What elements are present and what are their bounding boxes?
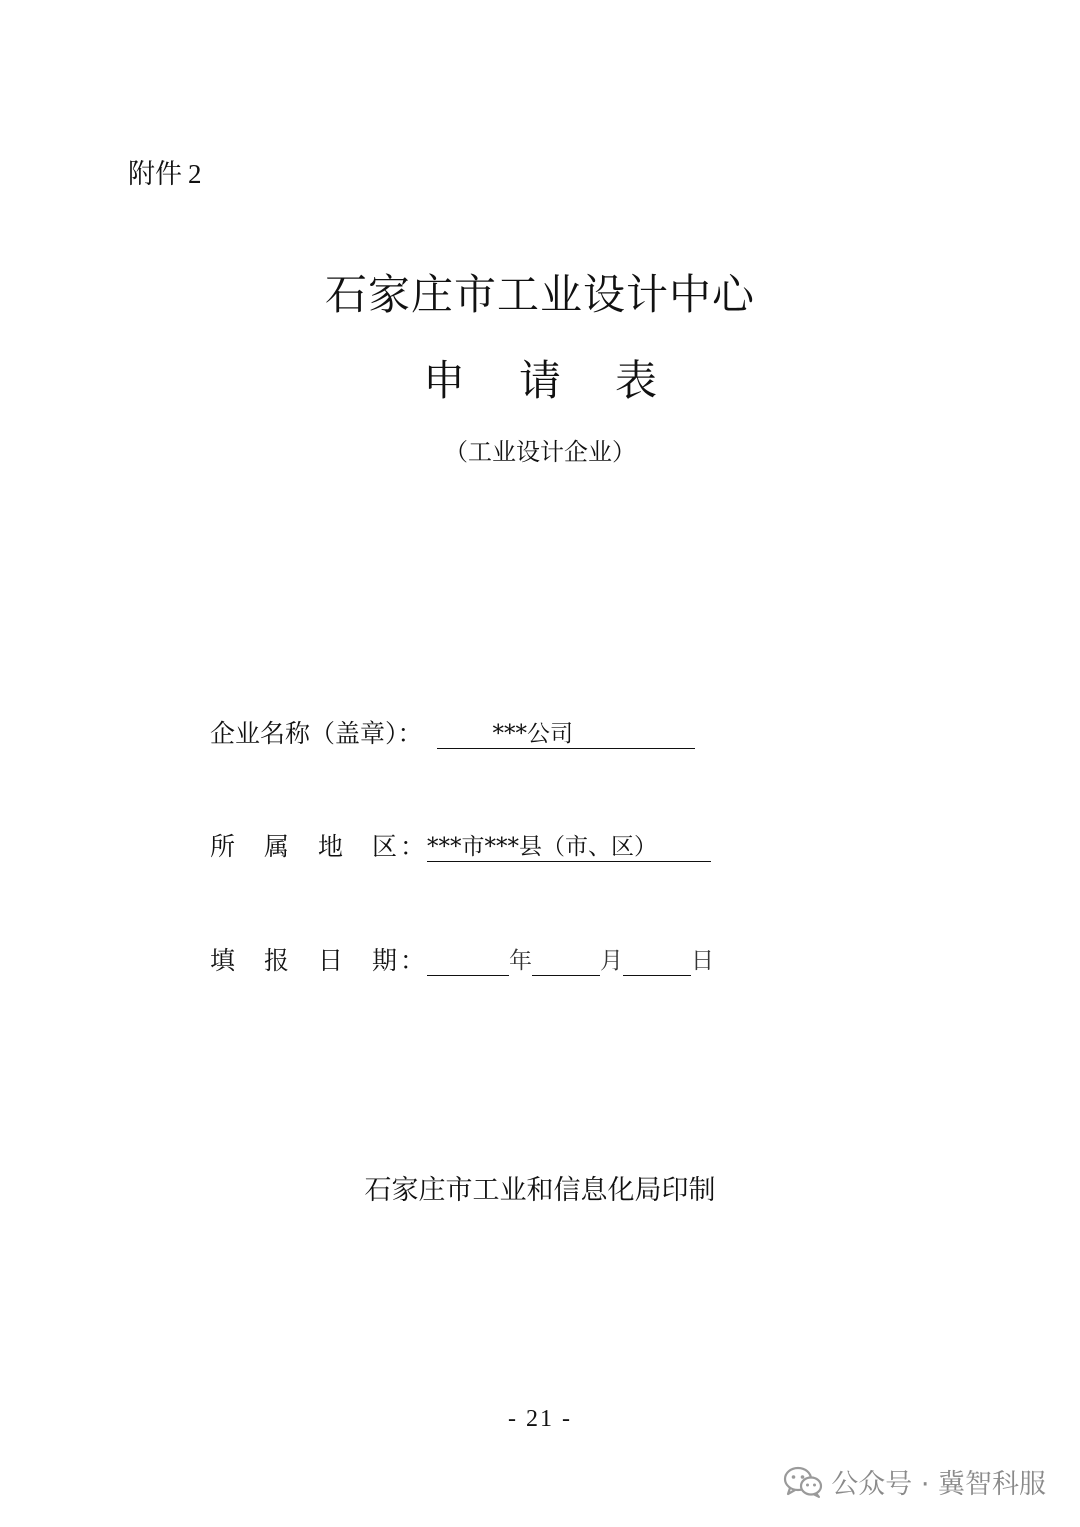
date-colon: ：: [400, 946, 426, 975]
date-month-field[interactable]: [532, 941, 600, 976]
form-title-char: 表: [614, 356, 657, 405]
attachment-word: 附件: [128, 159, 182, 190]
form-title-char: 请: [518, 356, 561, 405]
page-number: - 21 -: [508, 1406, 572, 1432]
region-label: 所 属 地 区: [210, 832, 398, 861]
issuer-text: 石家庄市工业和信息化局印制: [364, 1175, 716, 1206]
date-year-field[interactable]: [427, 941, 509, 976]
date-label: 填 报 日 期: [210, 946, 398, 975]
company-name-field[interactable]: [437, 714, 695, 749]
company-name-row: [210, 714, 695, 754]
region-colon: ：: [400, 832, 426, 861]
form-subtitle: （工业设计企业）: [444, 438, 636, 466]
date-month-unit: 月: [600, 948, 624, 974]
attachment-label: [128, 152, 202, 191]
region-field[interactable]: [427, 827, 711, 862]
region-value: ***市***县（市、区）: [427, 834, 658, 860]
watermark-text: 公众号 · 冀智科服: [831, 1469, 1046, 1500]
watermark: [783, 1462, 1046, 1501]
wechat-icon: [783, 1466, 823, 1498]
date-day-field[interactable]: [623, 941, 691, 976]
region-row: [210, 827, 711, 867]
company-name-label: 企业名称（盖章）：: [210, 719, 423, 748]
company-name-value: ***公司: [492, 721, 574, 747]
form-title: [0, 348, 1080, 408]
document-title: 石家庄市工业设计中心: [324, 270, 755, 319]
form-title-char: 申: [422, 356, 465, 405]
date-row: [210, 941, 714, 981]
attachment-number: 2: [188, 159, 202, 189]
date-day-unit: 日: [691, 948, 715, 974]
date-year-unit: 年: [509, 948, 533, 974]
